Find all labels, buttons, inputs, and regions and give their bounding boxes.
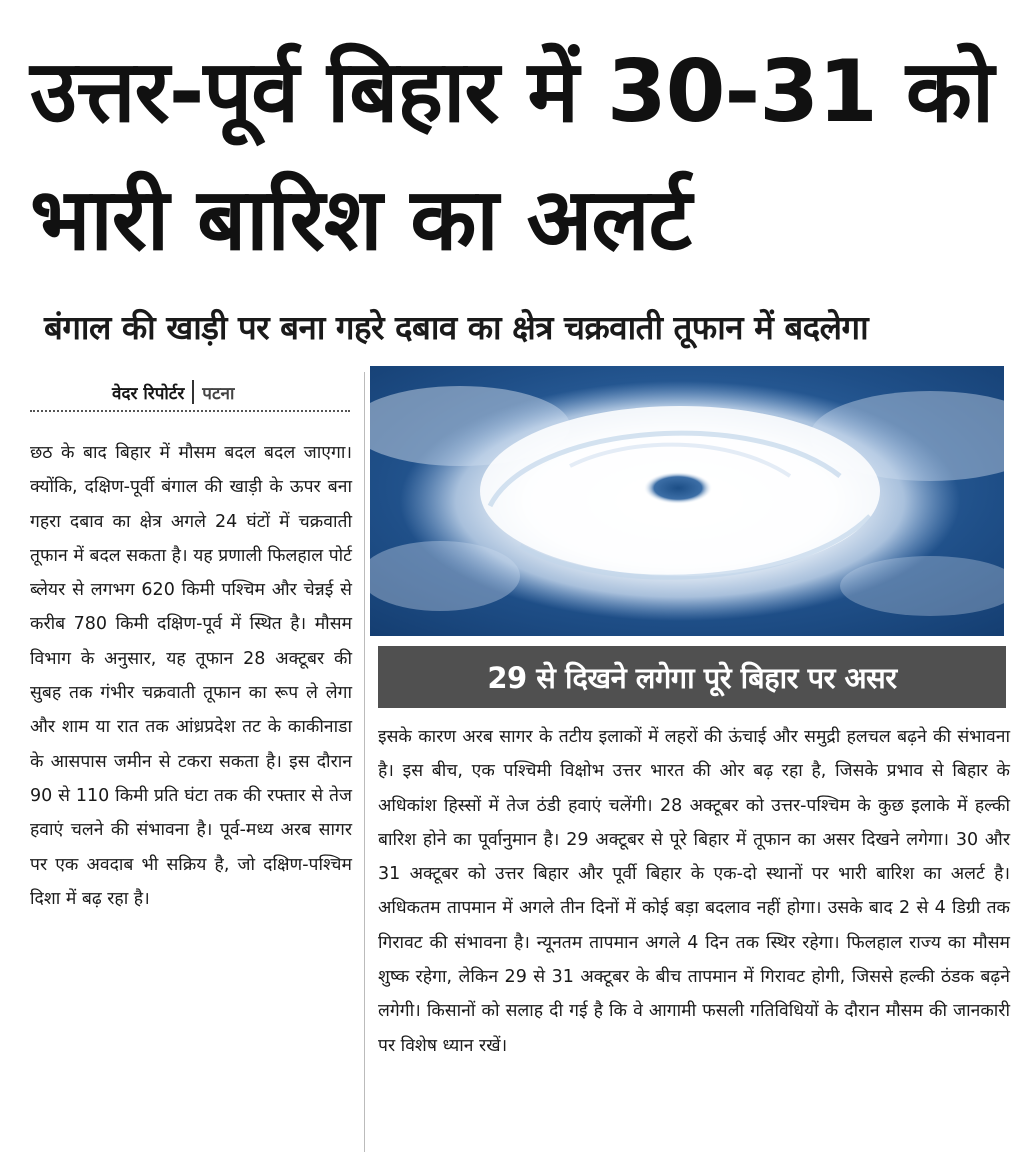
subheadline: बंगाल की खाड़ी पर बना गहरे दबाव का क्षेत्र चक्रवाती तूफान में बदलेगा — [44, 308, 869, 347]
byline-separator — [192, 380, 194, 404]
byline-city: पटना — [202, 383, 235, 404]
byline — [112, 375, 234, 409]
headline: उत्तर-पूर्व बिहार में 30-31 को भारी बारिश का अलर्ट — [30, 42, 994, 270]
left-column-text: छठ के बाद बिहार में मौसम बदल बदल जाएगा। क्योंकि, दक्षिण-पूर्वी बंगाल की खाड़ी के ऊपर बना गहरा दबाव का क्षेत्र अगले 24 घंटों में चक्रवाती तूफान में बदल सकता है। यह प्रणाली फिलहाल पोर्ट ब्लेयर से लगभग 620 किमी पश्चिम और चेन्नई से करीब 780 किमी दक्षिण-पूर्व में स्थित है। मौसम विभाग के अनुसार, यह तूफान 28 अक्टूबर की सुबह तक गंभीर चक्रवाती तूफान का रूप ले लेगा और शाम या रात तक आंध्रप्रदेश तट के काकीनाडा के आसपास जमीन से टकरा सकता है। इस दौरान 90 से 110 किमी प्रति घंटा तक की रफ्तार से तेज हवाएं चलने की संभावना है। पूर्व-मध्य अरब सागर पर एक अवदाब भी सक्रिय है, जो दक्षिण-पश्चिम दिशा में बढ़ रहा है। — [30, 443, 352, 909]
right-column-text: इसके कारण अरब सागर के तटीय इलाकों में लहरों की ऊंचाई और समुद्री हलचल बढ़ने की संभावना है। इस बीच, एक पश्चिमी विक्षोभ उत्तर भारत की ओर बढ़ रहा है, जिसके प्रभाव से बिहार के अधिकांश हिस्सों में तेज ठंडी हवाएं चलेंगी। 28 अक्टूबर को उत्तर-पश्चिम के कुछ इलाके में हल्की बारिश होने का पूर्वानुमान है। 29 अक्टूबर से पूरे बिहार में तूफान का असर दिखने लगेगा। 30 और 31 अक्टूबर को उत्तर बिहार और पूर्वी बिहार के एक-दो स्थानों पर भारी बारिश का अलर्ट है। अधिकतम तापमान में अगले तीन दिनों में कोई बड़ा बदलाव नहीं होगा। उसके बाद 2 से 4 डिग्री तक गिरावट की संभावना है। न्यूनतम तापमान अगले 4 दिन तक स्थिर रहेगा। फिलहाल राज्य का मौसम शुष्क रहेगा, लेकिन 29 से 31 अक्टूबर के बीच तापमान में गिरावट होगी, जिससे हल्की ठंडक बढ़ने लगेगी। किसानों को सलाह दी गई है कि वे आगामी फसली गतिविधियों के दौरान मौसम की जानकारी पर विशेष ध्यान रखें। — [378, 727, 1010, 1056]
byline-rule — [30, 410, 350, 412]
section-banner: 29 से दिखने लगेगा पूरे बिहार पर असर — [378, 646, 1006, 708]
column-divider — [364, 372, 365, 1152]
byline-reporter: वेदर रिपोर्टर — [112, 383, 185, 404]
cyclone-illustration — [370, 366, 1004, 636]
cyclone-satellite-photo — [370, 366, 1004, 636]
